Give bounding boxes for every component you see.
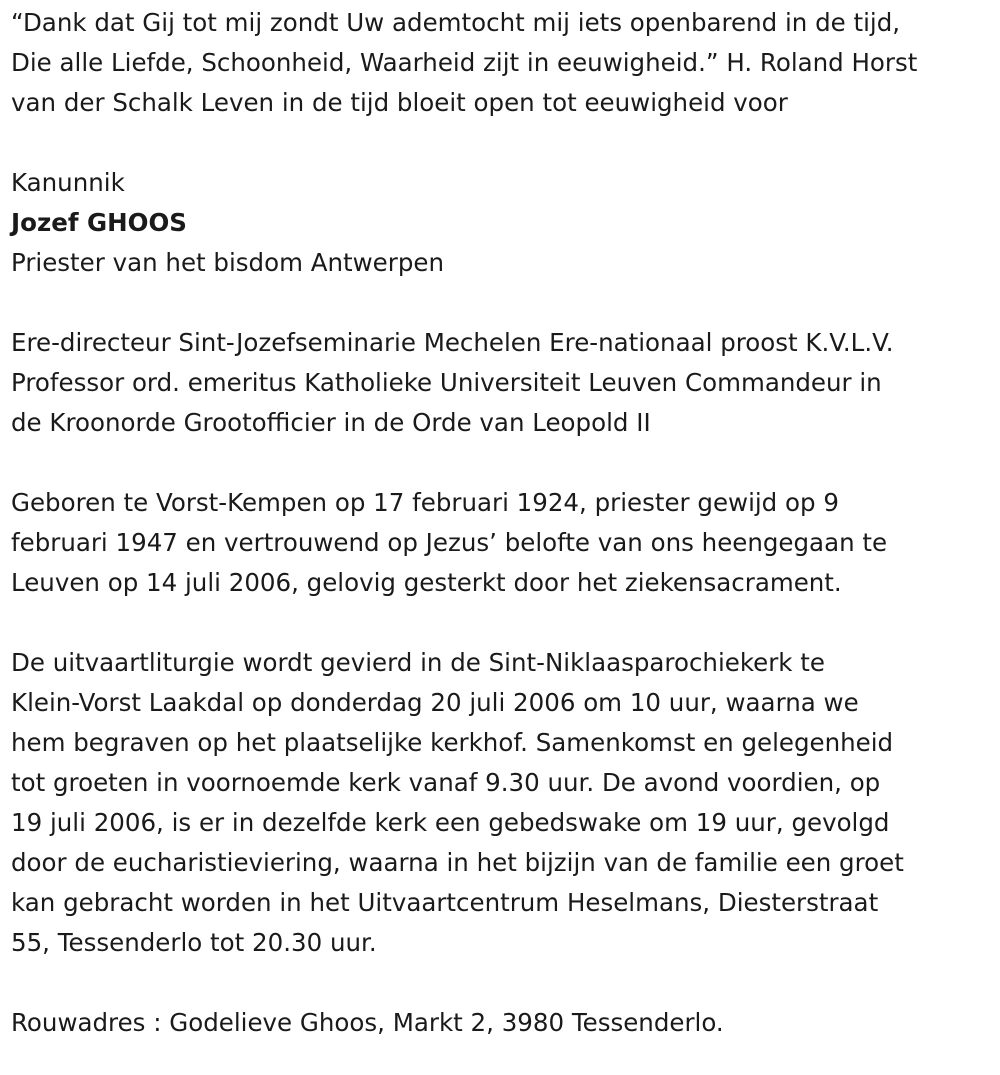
funeral-line: kan gebracht worden in het Uitvaartcentrum Heselmans, Diesterstraat	[11, 888, 879, 917]
quote-line: “Dank dat Gij tot mij zondt Uw ademtocht mij iets openbarend in de tijd,	[11, 8, 901, 37]
spacer	[11, 443, 996, 483]
mourning-address: Rouwadres : Godelieve Ghoos, Markt 2, 3980 Tessenderlo.	[11, 1008, 724, 1037]
honors-line: Professor ord. emeritus Katholieke Universiteit Leuven Commandeur in	[11, 368, 882, 397]
biography-line: Leuven op 14 juli 2006, gelovig gesterkt door het ziekensacrament.	[11, 568, 842, 597]
person-role: Priester van het bisdom Antwerpen	[11, 248, 444, 277]
funeral-line: De uitvaartliturgie wordt gevierd in de Sint-Niklaasparochiekerk te	[11, 648, 825, 677]
quote-line: van der Schalk Leven in de tijd bloeit open tot eeuwigheid voor	[11, 88, 788, 117]
funeral-line: hem begraven op het plaatselijke kerkhof. Samenkomst en gelegenheid	[11, 728, 894, 757]
honors-line: Ere-directeur Sint-Jozefseminarie Mechelen Ere-nationaal proost K.V.L.V.	[11, 328, 894, 357]
person-title: Kanunnik	[11, 168, 125, 197]
spacer	[11, 963, 996, 1003]
funeral-line: Klein-Vorst Laakdal op donderdag 20 juli 2006 om 10 uur, waarna we	[11, 688, 859, 717]
spacer	[11, 123, 996, 163]
honors-paragraph	[11, 323, 996, 443]
honors-line: de Kroonorde Grootofficier in de Orde van Leopold II	[11, 408, 651, 437]
spacer	[11, 603, 996, 643]
biography-line: februari 1947 en vertrouwend op Jezus’ belofte van ons heengegaan te	[11, 528, 888, 557]
biography-line: Geboren te Vorst-Kempen op 17 februari 1924, priester gewijd op 9	[11, 488, 839, 517]
person-name: Jozef GHOOS	[11, 208, 187, 237]
funeral-line: door de eucharistieviering, waarna in het bijzijn van de familie een groet	[11, 848, 904, 877]
poem-quote	[11, 3, 996, 123]
funeral-line: 55, Tessenderlo tot 20.30 uur.	[11, 928, 377, 957]
funeral-line: 19 juli 2006, is er in dezelfde kerk een gebedswake om 19 uur, gevolgd	[11, 808, 890, 837]
funeral-paragraph	[11, 643, 996, 963]
spacer	[11, 283, 996, 323]
obituary-document	[11, 0, 996, 1043]
quote-line: Die alle Liefde, Schoonheid, Waarheid zijt in eeuwigheid.” H. Roland Horst	[11, 48, 918, 77]
funeral-line: tot groeten in voornoemde kerk vanaf 9.30 uur. De avond voordien, op	[11, 768, 881, 797]
biography-paragraph	[11, 483, 996, 603]
